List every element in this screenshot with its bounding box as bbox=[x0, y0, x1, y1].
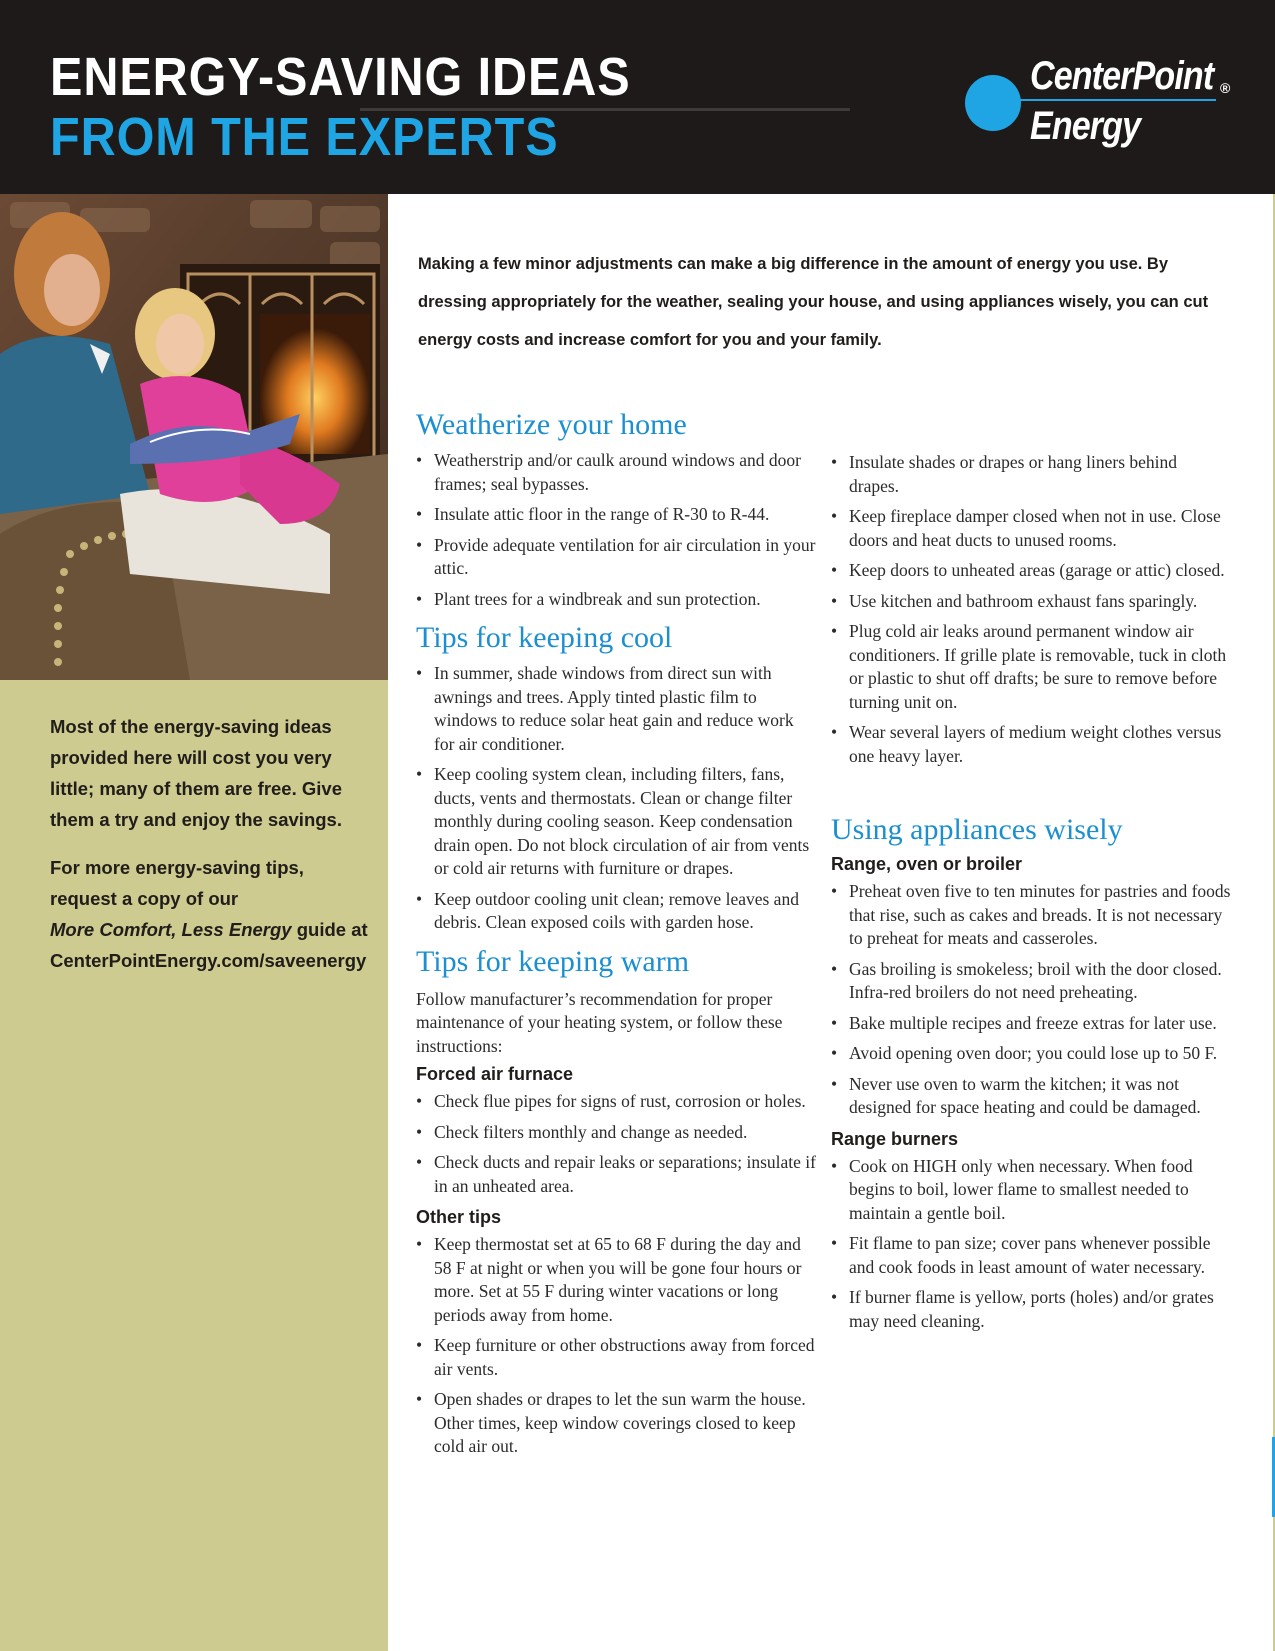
list-item: • Use kitchen and bathroom exhaust fans sparingly. bbox=[831, 590, 1231, 614]
cool-list bbox=[416, 662, 816, 935]
list-item: • Wear several layers of medium weight clothes versus one heavy layer. bbox=[831, 721, 1231, 768]
other-tips-list bbox=[416, 1233, 816, 1459]
weatherize-list bbox=[416, 449, 816, 611]
list-item: • Bake multiple recipes and freeze extras for later use. bbox=[831, 1012, 1231, 1036]
list-item: • Keep outdoor cooling unit clean; remove leaves and debris. Clean exposed coils with garden hose. bbox=[416, 888, 816, 935]
page-header bbox=[0, 0, 1275, 194]
list-item: • Fit flame to pan size; cover pans whenever possible and cook foods in least amount of water necessary. bbox=[831, 1232, 1231, 1279]
list-item: • Gas broiling is smokeless; broil with the door closed. Infra-red broilers do not need preheating. bbox=[831, 958, 1231, 1005]
heading-other-tips: Other tips bbox=[416, 1207, 502, 1227]
list-item: • Preheat oven five to ten minutes for pastries and foods that rise, such as cakes and breads. It is not necessary to preheat for meats and casseroles. bbox=[831, 880, 1231, 951]
sidebar-guide-at: guide at bbox=[296, 919, 368, 940]
list-item: • Plug cold air leaks around permanent window air conditioners. If grille plate is removable, tuck in cloth or plastic to shut off drafts; be sure to remove before turning unit on. bbox=[831, 620, 1231, 714]
mother-daughter-reading-photo bbox=[0, 194, 388, 680]
list-item: • Avoid opening oven door; you could lose up to 50 F. bbox=[831, 1042, 1231, 1066]
weatherize-list-continued bbox=[831, 451, 1231, 768]
logo-line bbox=[1020, 99, 1216, 101]
furnace-list bbox=[416, 1090, 816, 1198]
title-line-2: FROM THE EXPERTS bbox=[50, 107, 559, 167]
sidebar-savings-note: Most of the energy-saving ideas provided here will cost you very little; many of them are free. Give them a try and enjoy the savings. bbox=[50, 716, 342, 830]
list-item: • Provide adequate ventilation for air circulation in your attic. bbox=[416, 534, 816, 581]
left-column bbox=[416, 405, 816, 1466]
list-item: • Keep cooling system clean, including filters, fans, ducts, vents and thermostats. Clean or change filter monthly during cooling season. Keep condensation drain open. Do not block circulation of air from vents or cold air returns with furniture or drapes. bbox=[416, 763, 816, 881]
list-item: • If burner flame is yellow, ports (holes) and/or grates may need cleaning. bbox=[831, 1286, 1231, 1333]
right-column bbox=[831, 451, 1231, 1340]
list-item: • Plant trees for a windbreak and sun protection. bbox=[416, 588, 816, 612]
logo-registered-mark: ® bbox=[1220, 80, 1231, 96]
heading-weatherize: Weatherize your home bbox=[416, 408, 687, 441]
photo-illustration bbox=[0, 194, 388, 680]
heading-range-burners: Range burners bbox=[831, 1128, 959, 1149]
list-item: • Check flue pipes for signs of rust, corrosion or holes. bbox=[416, 1090, 816, 1114]
logo-text-centerpoint: CenterPoint bbox=[1030, 54, 1214, 98]
list-item: • Keep furniture or other obstructions away from forced air vents. bbox=[416, 1334, 816, 1381]
heading-keeping-cool: Tips for keeping cool bbox=[416, 621, 673, 654]
list-item: • Never use oven to warm the kitchen; it was not designed for space heating and could be damaged. bbox=[831, 1073, 1231, 1120]
heading-range-oven-broiler: Range, oven or broiler bbox=[831, 854, 1023, 874]
sidebar-more-tips-text: For more energy-saving tips, request a copy of our bbox=[50, 857, 304, 909]
list-item: • Keep doors to unheated areas (garage or attic) closed. bbox=[831, 559, 1231, 583]
list-item: • Keep fireplace damper closed when not in use. Close doors and heat ducts to unused rooms. bbox=[831, 505, 1231, 552]
heading-using-appliances: Using appliances wisely bbox=[831, 813, 1123, 846]
list-item: • Weatherstrip and/or caulk around windows and door frames; seal bypasses. bbox=[416, 449, 816, 496]
save-energy-link[interactable]: CenterPointEnergy.com/saveenergy bbox=[50, 950, 367, 971]
centerpoint-logo bbox=[962, 52, 1242, 162]
list-item: • Check filters monthly and change as needed. bbox=[416, 1121, 816, 1145]
list-item: • Insulate shades or drapes or hang liners behind drapes. bbox=[831, 451, 1231, 498]
intro-paragraph: Making a few minor adjustments can make a big difference in the amount of energy you use. By dressing appropriately for the weather, sealing your house, and using appliances wisely, you can cut energy costs and increase comfort for you and your family. bbox=[418, 255, 1209, 349]
heading-forced-air-furnace: Forced air furnace bbox=[416, 1064, 574, 1084]
list-item: • Insulate attic floor in the range of R-30 to R-44. bbox=[416, 503, 816, 527]
burner-list bbox=[831, 1155, 1231, 1334]
heading-keeping-warm: Tips for keeping warm bbox=[416, 944, 690, 978]
title-line-1: ENERGY-SAVING IDEAS bbox=[50, 47, 631, 107]
logo-circle-icon bbox=[964, 74, 1022, 132]
logo-text-energy: Energy bbox=[1030, 104, 1141, 148]
list-item: • Open shades or drapes to let the sun warm the house. Other times, keep window coverings closed to keep cold air out. bbox=[416, 1388, 816, 1459]
oven-list bbox=[831, 880, 1231, 1120]
warm-intro: Follow manufacturer’s recommendation for proper maintenance of your heating system, or follow these instructions: bbox=[416, 988, 783, 1056]
list-item: • In summer, shade windows from direct sun with awnings and trees. Apply tinted plastic film to windows to reduce solar heat gain and reduce work for air conditioner. bbox=[416, 662, 816, 756]
list-item: • Keep thermostat set at 65 to 68 F during the day and 58 F at night or when you will be gone four hours or more. Set at 55 F during winter vacations or long periods away from home. bbox=[416, 1233, 816, 1327]
sidebar-more-tips bbox=[50, 852, 368, 976]
list-item: • Check ducts and repair leaks or separations; insulate if in an unheated area. bbox=[416, 1151, 816, 1198]
list-item: • Cook on HIGH only when necessary. When food begins to boil, lower flame to smallest needed to maintain a gentle boil. bbox=[831, 1155, 1231, 1226]
guide-title: More Comfort, Less Energy bbox=[50, 919, 292, 940]
